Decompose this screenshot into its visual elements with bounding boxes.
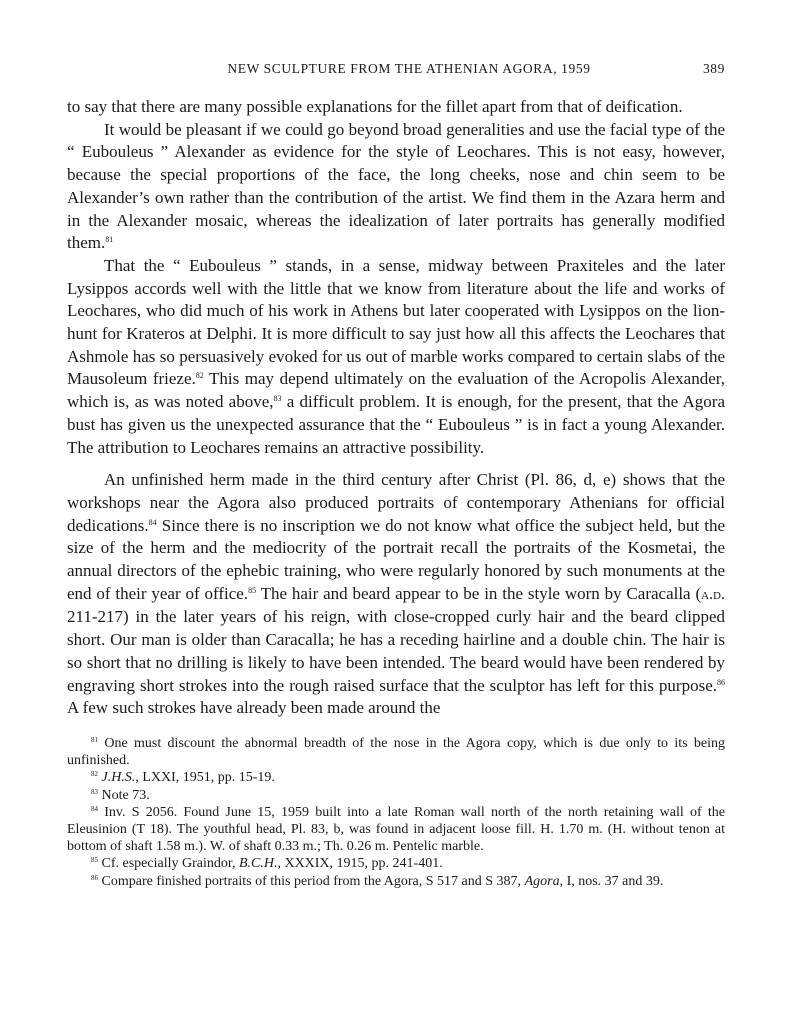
page	[67, 58, 725, 891]
running-title: NEW SCULPTURE FROM THE ATHENIAN AGORA, 1959	[227, 61, 591, 76]
footnote-ref-84[interactable]: 84	[148, 517, 157, 527]
paragraph-continuation: to say that there are many possible explanations for the fillet apart from that of deification.	[67, 97, 683, 116]
footnote-ref-85[interactable]: 85	[248, 585, 257, 595]
footnote-83: $^{83}$ Note 73.	[91, 787, 150, 803]
footnote-ref-83[interactable]: 83	[273, 394, 282, 404]
footnote-86: $^{86}$ Compare finished portraits of this period from the Agora, S 517 and S 387, Agora, I, nos. 37 and 39.	[91, 873, 664, 889]
footnote-85: $^{85}$ Cf. especially Graindor, B.C.H., XXXIX, 1915, pp. 241-401.	[91, 856, 443, 872]
paragraph-eubouleus: That the “ Eubouleus ” stands, in a sense, midway between Praxiteles and the later Lysippos accords well with the little that we know from literature about the life and works of Leochares, who did much of his work in Athens but later cooperated with Lysippos on the lion-hunt for Krateros at Delphi. It is more difficult to say just how all this affects the Leochares that Ashmole has so persuasively evoked for us out of marble works compared to certain slabs of the Mausoleum frieze.$^{82}$ This may depend ultimately on the evaluation of the Acropolis Alexander, which is, as was noted above,$^{83}$ a difficult problem. It is enough, for the present, that the Agora bust has given us the unexpected assurance that the “ Eubouleus ” is in fact a young Alexander. The attribution to Leochares remains an attractive possibility.	[67, 255, 725, 457]
footnote-ref-86[interactable]: 86	[717, 677, 725, 687]
footnote-82: $^{82}$ J.H.S., LXXI, 1951, pp. 15-19.	[91, 770, 275, 786]
body-text	[67, 96, 725, 720]
footnote-84: $^{84}$ Inv. S 2056. Found June 15, 1959 built into a late Roman wall north of the north retaining wall of the Eleusinion (T 18). The youthful head, Pl. 83, b, was found in adjacent loose fill. H. 1.70 m. (H. without tenon at bottom of shaft 1.58 m.). W. of shaft 0.33 m.; Th. 0.26 m. Pentelic marble.	[67, 805, 725, 854]
paragraph-unfinished-herm: An unfinished herm made in the third century after Christ (Pl. 86, d, e) shows that the workshops near the Agora also produced portraits of contemporary Athenians for official dedications.$^{84}$ Since there is no inscription we do not know what office the subject held, but the size of the herm and the mediocrity of the portrait recall the portraits of the Kosmetai, the annual directors of the ephebic training, who were regularly honored by such monuments at the end of their year of office.$^{85}$ The hair and beard appear to be in the style worn by Caracalla (a.d. 211-217) in the later years of his reign, with close-cropped curly hair and the beard clipped short. Our man is older than Caracalla; he has a receding hairline and a double chin. The hair is so short that no drilling is likely to have been intended. The beard would have been rendered by engraving short strokes into the rough raised surface that the sculptor has left for this purpose.$^{86}$ A few such strokes have already been made around the	[67, 470, 725, 718]
running-head	[67, 58, 725, 84]
page-number: 389	[702, 61, 725, 76]
footnote-ref-81[interactable]: 81	[105, 235, 114, 245]
footnotes	[67, 736, 725, 890]
footnote-81: $^{81}$ One must discount the abnormal breadth of the nose in the Agora copy, which is due only to its being unfinished.	[67, 735, 725, 768]
paragraph-facial-type: It would be pleasant if we could go beyond broad generalities and use the facial type of the “ Eubouleus ” Alexander as evidence for the style of Leochares. This is not easy, however, because the special proportions of the face, the long cheeks, nose and chin seem to be Alexander’s own rather than the contribution of the artist. We find them in the Azara herm and in the Alexander mosaic, whereas the idealization of later portraits has generally modified them.$^{81}$	[67, 119, 725, 253]
footnote-ref-82[interactable]: 82	[195, 371, 204, 381]
